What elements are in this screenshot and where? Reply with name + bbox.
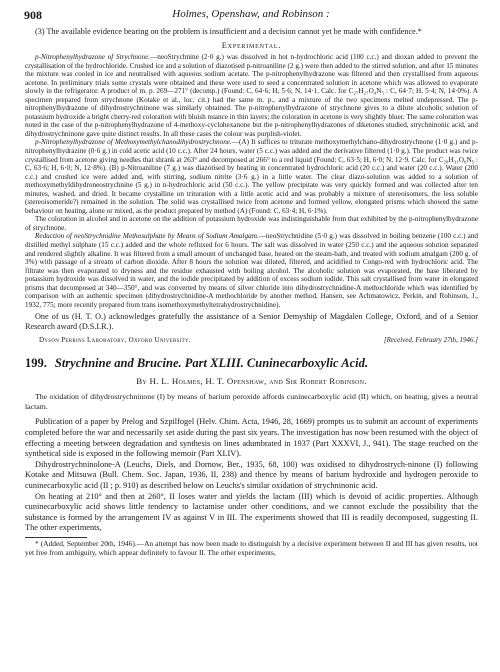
- article-abstract: The oxidation of dihydrostrychninone (I) by means of barium peroxide affords cuninecarboxylic acid (II) which, on heating, gives a neutral lactam.: [25, 392, 478, 411]
- paragraph-lead: p-Nitrophenylhydrazone of Methoxymethylchanodihydrostrychnone.: [35, 138, 232, 147]
- body-paragraph: Dihydrostrychninolone-A (Leuchs, Diels, and Dornow, Ber., 1935, 68, 100) was oxidised to dihydrostrych-ninone (I) following Kotake and Mitsuwa (Bull. Chem. Soc. Japan, 1936, II, 238) and thence by means of barium hydroxide and hydrogen peroxide to cuninecarboxylic acid (II ; p. 910) as described below on Leuchs's similar oxidation of strychninonic acid.: [25, 459, 478, 490]
- experimental-paragraph: [25, 53, 478, 138]
- acknowledgement: One of us (H. T. O.) acknowledges gratefully the assistance of a Senior Demyship of Magdalen College, Oxford, and of a Senior Research award (D.S.I.R.).: [25, 312, 478, 332]
- paragraph-text: The coloration in alcohol and in acetone on the addition of potassium hydroxide was indistinguishable from that exhibited by the p-nitrophenylhydrazone of strychnone.: [25, 215, 478, 232]
- experimental-heading: Experimental.: [221, 41, 282, 50]
- body-paragraph: Publication of a paper by Prelog and Szpilfogel (Helv. Chim. Acta, 1946, 28, 1669) prompts us to submit an account of experiments completed before the war and necessarily set aside during the past six years. The investigation has now been resumed with the object of effecting a meeting between degradation and synthesis on lines adumbrated in 1937 (Part XXXVI, J., 941). The stage reached on the synthetical side is exposed in the following memoir (Part XLIV).: [25, 417, 478, 459]
- paragraph-lead: p-Nitrophenylhydrazone of Strychnone.: [35, 53, 151, 61]
- article-title: [25, 355, 478, 371]
- paragraph-lead: Reduction of neoStrychnidine Methosulphate by Means of Sodium Amalgam.: [35, 232, 259, 241]
- experimental-paragraph: [25, 215, 478, 232]
- laboratory-address: Dyson Perrins Laboratory, Oxford University.: [39, 336, 191, 345]
- page-number: 908: [24, 8, 42, 22]
- paragraph-text: —neoStrychnine (2·0 g.) was dissolved in hot n-hydrochloric acid (100 c.c.) and dioxan added to prevent the crystallisation of the hydrochloride. Crushed ice and a solution of diazotised p-nitroaniline (2 g.) were then added to the stirred solution, and after 15 minutes the mixture was cooled in ice and neutralised with aqueous sodium acetate. The p-nitrophenylhydrazone was filtered and then crystallised from aqueous acetone. In preliminary trials some crystals were obtained and these were used to seed a concentrated solution in acetone which was allowed to evaporate slowly in the refrigerator. A product of m. p. 269—271° (decomp.) (Found: C, 64·6; H, 5·6; N, 14·1. Calc. for C₂₇H₂₇O₄N₅ : C, 64·7; H, 5·4; N, 14·0%). A specimen prepared from strychnone (Kotake et al., loc. cit.) had the same m. p., and a mixture of the two specimens melted undepressed. The p-nitrophenylhydrazone of dihydrostrychninone was similarly obtained. The p-nitrophenylhydrazone of strychnone gives to a dilute alcoholic solution of potassium hydroxide a bright cherry-red coloration with bluish nuance in thin layers; the coloration in acetone is very slightly bluer. The same coloration was noted in the case of the p-nitrophenylhydrazone of 4-methoxy-cyclohexanone but the p-nitrophenylhydrazones of diketones studied, strychninonic acid, and dihydrostrychninone gave quite distinct results. In all these cases the colour was purplish-violet.: [25, 53, 478, 138]
- affiliation-row: [25, 335, 478, 345]
- article-title-text: Strychnine and Brucine. Part XLIII. Cuninecarboxylic Acid.: [54, 356, 368, 371]
- article-authors: By H. L. Holmes, H. T. Openshaw, and Sir Robert Robinson.: [136, 376, 367, 387]
- footnote-rule: [25, 537, 87, 538]
- body-paragraph: On heating at 210° and then at 260°, II loses water and yields the lactam (III) which is devoid of acidic properties. Although cuninecarboxylic acid shows little tendency to lactamise under other conditions, and we cannot exclude the possibility that the substance is formed by the arrangement IV as against V in III. The experiments showed that III is readily decomposed, suggesting II. The other experiments,: [25, 491, 478, 533]
- footnote: * (Added, September 20th, 1946).—An attempt has now been made to distinguish by a decisive experiment between II and III has given results, not yet free from ambiguity, which appear definitely to favour II. The other experiments,: [25, 538, 478, 557]
- page-header: [24, 8, 478, 24]
- running-head: Holmes, Openshaw, and Robinson :: [172, 8, 330, 20]
- paragraph-text: —neoStrychnidine (5·0 g.) was dissolved in boiling benzene (100 c.c.) and distilled methyl sulphate (15 c.c.) added and the whole refluxed for 6 hours. The salt was dissolved in water (250 c.c.) and the aqueous solution separated and rendered slightly alkaline. It was filtered from a small amount of unchanged base, heated on the steam-bath, and treated with sodium amalgam (200 g. of 3%) with passage of a stream of carbon dioxide. After 8 hours the solution was diluted, filtered, and acidified to Congo-red with hydrochloric acid. The filtrate was then evaporated to dryness and the residue exhausted with boiling alcohol. The alcoholic solution was evaporated, the base liberated by potassium hydroxide was dissolved in water, and the iodide precipitated by addition of excess sodium iodide. This salt crystallised from water in elongated prisms that decomposed at 340—350°, and was converted by means of silver chloride into dihydrostrychnidine-A methochloride which was identified by comparison with an authentic specimen (dihydrostrychnidine-A methochloride by another method, Hansen, see Achmatowicz, Perkin, and Robinson, J., 1932, 775; more recently prepared from trans isomethoxymethyltetrahydrostrychnidine).: [25, 232, 479, 309]
- page-body: [25, 27, 478, 558]
- received-date: [Received, February 27th, 1946.]: [383, 336, 478, 345]
- article-number: 199.: [25, 356, 47, 371]
- paragraph-text: —(A) It suffices to triturate methoxymethylchano-dihydrostrychnone (1·0 g.) and p-nitrophenylhydrazine (0·6 g.) in cold acetic acid (10 c.c.). After 24 hours, water (5 c.c.) was added and the derivative filtered (1·0 g.). The product was twice crystallised from acetone giving needles that shrank at 263° and decomposed at 266° to a red liquid (Found: C, 63·5; H, 6·0; N, 12·9. Calc. for C₂₈H₃₁O₆N₅ : C, 63·6; H, 6·0; N, 12·8%). (B) p-Nitroaniline (7 g.) was diazotised by heating in concentrated hydrochloric acid (20 c.c.) and water (20 c.c.). Water (200 c.c.) and crushed ice were added and, with stirring, sodium nitrite (3·6 g.) in a little water. The clear diazo-solution was added to a solution of methoxymethyldihydroneostrychnine (5 g.) in n-hydrochloric acid (50 c.c.). The yellow precipitate was very quickly formed and was collected after ten minutes, washed, and dried. It became crystalline on trituration with a little acetic acid and was probably a mixture of stereoisomers, the less soluble (stereoisomeride?) remained in the solution. The solid was crystallised twice from acetone and formed yellow, elongated prisms which showed the same behaviour on heating, alone or mixed, as the product prepared by method (A) (Found: C, 63·4; H, 6·1%).: [25, 138, 478, 215]
- experimental-paragraph: [25, 232, 478, 309]
- intro-paragraph: (3) The available evidence bearing on the problem is insufficient and a decision cannot yet be made with confidence.*: [35, 27, 422, 36]
- experimental-paragraph: [25, 138, 478, 215]
